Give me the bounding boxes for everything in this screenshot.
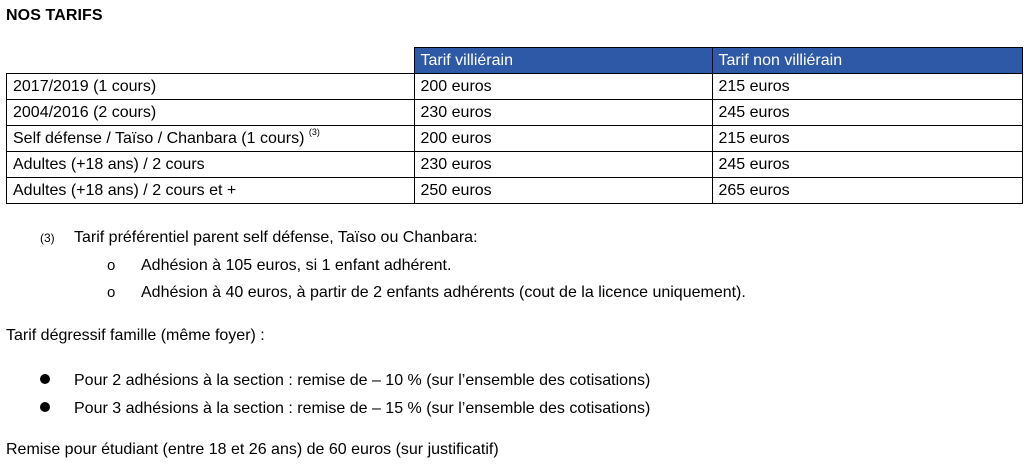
list-item: Pour 2 adhésions à la section : remise de – 10 % (sur l’ensemble des cotisations) (40, 372, 650, 390)
table-row (7, 74, 1023, 100)
circle-bullet-icon: o (107, 284, 116, 301)
list-item: Pour 3 adhésions à la section : remise de – 15 % (sur l’ensemble des cotisations) (40, 400, 650, 418)
row-label: 2017/2019 (1 cours) (7, 74, 415, 100)
page-title: NOS TARIFS (6, 7, 103, 24)
tarifs-table (6, 47, 1023, 204)
family-heading: Tarif dégressif famille (même foyer) : (6, 327, 265, 344)
footnote-ref: (3) (308, 126, 320, 137)
table-row (7, 100, 1023, 126)
list-item: o Adhésion à 105 euros, si 1 enfant adhérent. (107, 257, 452, 274)
row-tarif-non-villierain: 215 euros (712, 74, 1022, 100)
row-tarif-non-villierain: 245 euros (712, 100, 1022, 126)
row-label: Adultes (+18 ans) / 2 cours et + (7, 178, 415, 204)
row-tarif-villierain: 230 euros (414, 152, 712, 178)
row-tarif-villierain: 250 euros (414, 178, 712, 204)
row-tarif-non-villierain: 215 euros (712, 126, 1022, 152)
table-header-non-villierain: Tarif non villiérain (712, 48, 1022, 74)
bullet-icon (40, 402, 50, 412)
row-label: 2004/2016 (2 cours) (7, 100, 415, 126)
row-tarif-non-villierain: 265 euros (712, 178, 1022, 204)
list-item: o Adhésion à 40 euros, à partir de 2 enfants adhérents (cout de la licence uniquement). (107, 284, 746, 301)
row-tarif-non-villierain: 245 euros (712, 152, 1022, 178)
footnote-text: Tarif préférentiel parent self défense, Taïso ou Chanbara: (74, 229, 478, 246)
row-tarif-villierain: 200 euros (414, 126, 712, 152)
table-header-empty (7, 48, 415, 74)
footnote-number: (3) (40, 231, 55, 245)
footnote (40, 229, 478, 247)
bullet-icon (40, 374, 50, 384)
table-header-villierain: Tarif villiérain (414, 48, 712, 74)
circle-bullet-icon: o (107, 257, 116, 274)
table-row (7, 126, 1023, 152)
student-discount: Remise pour étudiant (entre 18 et 26 ans) de 60 euros (sur justificatif) (6, 441, 499, 458)
row-label: Adultes (+18 ans) / 2 cours (7, 152, 415, 178)
table-row (7, 152, 1023, 178)
row-label: Self défense / Taïso / Chanbara (1 cours) $^{(3)}$ (7, 126, 415, 152)
table-header-row (7, 48, 1023, 74)
row-tarif-villierain: 200 euros (414, 74, 712, 100)
table-row (7, 178, 1023, 204)
row-tarif-villierain: 230 euros (414, 100, 712, 126)
